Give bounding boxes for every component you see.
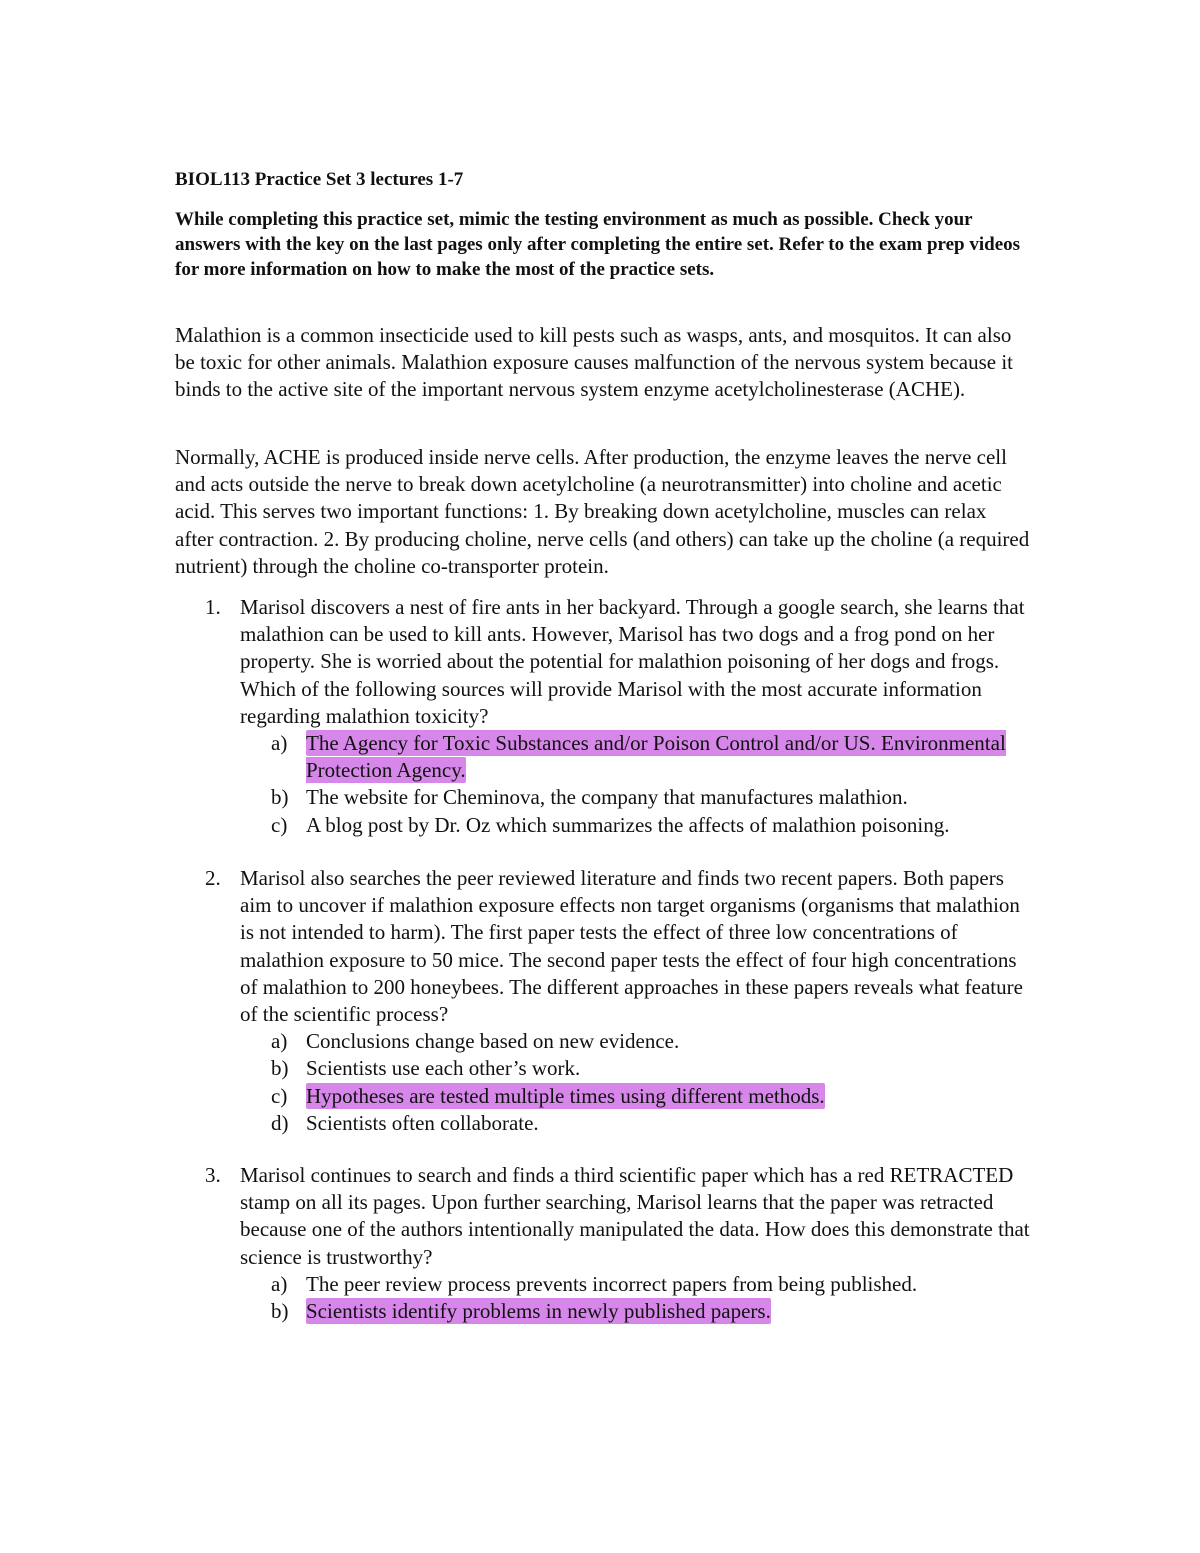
answer-option-c: [205, 1083, 1035, 1110]
option-letter: c): [271, 812, 288, 837]
answer-options: [205, 1028, 1035, 1137]
option-text: The website for Cheminova, the company that manufactures malathion.: [306, 785, 908, 810]
answer-options: [205, 730, 1035, 839]
answer-option-b: [205, 1298, 1035, 1325]
question-text: Marisol discovers a nest of fire ants in her backyard. Through a google search, she learns that malathion can be used to kill ants. However, Marisol has two dogs and a frog pond on her property. She is worried about the potential for malathion poisoning of her dogs and frogs. Which of the following sources will provide Marisol with the most accurate information regarding malathion toxicity?: [240, 595, 1025, 728]
highlighted-answer-text: The Agency for Toxic Substances and/or Poison Control and/or US. Environmental Protection Agency.: [306, 731, 1006, 783]
question-stem: [205, 594, 1035, 730]
instructions-text: While completing this practice set, mimic the testing environment as much as possible. Check your answers with the key on the last pages only after completing the entire set. Refer to the exam prep videos for more information on how to make the most of the practice sets.: [175, 209, 1021, 280]
question-1: [205, 594, 1035, 839]
question-number: 3.: [205, 1163, 221, 1187]
question-text: Marisol also searches the peer reviewed literature and finds two recent papers. Both papers aim to uncover if malathion exposure effects non target organisms (organisms that malathion is not intended to harm). The first paper tests the effect of three low concentrations of malathion exposure to 50 mice. The second paper tests the effect of four high concentrations of malathion to 200 honeybees. The different approaches in these papers reveals what feature of the scientific process?: [240, 866, 1023, 1027]
answer-option-b: [205, 1055, 1035, 1082]
question-3: [205, 1162, 1035, 1325]
highlighted-answer-text: Scientists identify problems in newly published papers.: [306, 1299, 771, 1324]
question-stem: [205, 865, 1035, 1028]
answer-option-a: [205, 1271, 1035, 1298]
highlighted-answer-text: Hypotheses are tested multiple times using different methods.: [306, 1083, 825, 1108]
option-letter: b): [271, 785, 289, 810]
answer-option-b: [205, 784, 1035, 811]
intro-paragraph-1: Malathion is a common insecticide used to kill pests such as wasps, ants, and mosquitos. It can also be toxic for other animals. Malathion exposure causes malfunction of the nervous system because it binds to the active site of the important nervous system enzyme acetylcholinesterase (ACHE).: [175, 323, 1014, 402]
intro-paragraph-2: Normally, ACHE is produced inside nerve cells. After production, the enzyme leaves the nerve cell and acts outside the nerve to break down acetylcholine (a neurotransmitter) into choline and acetic acid. This serves two important functions: 1. By breaking down acetylcholine, muscles can relax after contraction. 2. By producing choline, nerve cells (and others) can take up the choline (a required nutrient) through the choline co-transporter protein.: [175, 445, 1030, 578]
option-letter: a): [271, 1029, 288, 1054]
option-text: Scientists use each other’s work.: [306, 1056, 581, 1081]
option-text: A blog post by Dr. Oz which summarizes the affects of malathion poisoning.: [306, 812, 950, 837]
question-2: [205, 865, 1035, 1137]
answer-option-c: [205, 812, 1035, 839]
question-number: 1.: [205, 595, 221, 619]
question-stem: [205, 1162, 1035, 1271]
option-text: Scientists often collaborate.: [306, 1110, 539, 1135]
document-title: BIOL113 Practice Set 3 lectures 1-7: [175, 169, 464, 190]
answer-option-a: [205, 730, 1035, 784]
option-text: The peer review process prevents incorrect papers from being published.: [306, 1271, 918, 1296]
option-letter: a): [271, 731, 288, 756]
question-text: Marisol continues to search and finds a third scientific paper which has a red RETRACTED stamp on all its pages. Upon further searching, Marisol learns that the paper was retracted because one of the authors intentionally manipulated the data. How does this demonstrate that science is trustworthy?: [240, 1163, 1030, 1269]
answer-option-a: [205, 1028, 1035, 1055]
answer-options: [205, 1271, 1035, 1325]
option-letter: c): [271, 1083, 288, 1108]
option-letter: a): [271, 1271, 288, 1296]
option-text: Conclusions change based on new evidence.: [306, 1029, 680, 1054]
option-letter: b): [271, 1056, 289, 1081]
option-letter: d): [271, 1110, 289, 1135]
answer-option-d: [205, 1110, 1035, 1137]
question-number: 2.: [205, 866, 221, 890]
option-letter: b): [271, 1299, 289, 1324]
